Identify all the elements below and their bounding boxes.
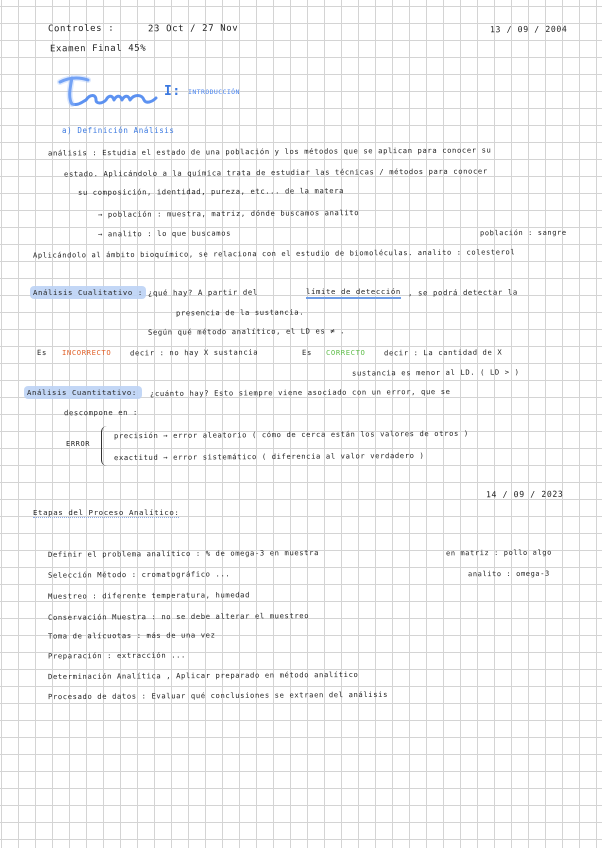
analisis-line-4: Aplicándolo al ámbito bioquímico, se relaciona con el estudio de biomoléculas. analito : colesterol [32,247,516,260]
error-brace [101,426,110,466]
cuantitativo-line-2: descompone en : [63,407,138,418]
tema-title-lettering [52,72,162,112]
etapa-side-analito: analito : omega-3 [467,569,550,579]
etapa-item: Definir el problema analítico : % de omega-3 en muestra [47,548,320,559]
analito-bullet: → analito : lo que buscamos [97,228,232,239]
limite-deteccion: límite de detección [306,287,401,299]
cualitativo-line-3: Según qué método analítico, el LD es ≠ . [147,326,346,337]
poblacion-bullet: → población : muestra, matriz, dónde buscamos analito [97,208,360,219]
cualitativo-after: , se podrá detectar la [407,287,518,298]
control-dates: 23 Oct / 27 Nov [147,23,239,35]
error-label: ERROR [66,440,91,448]
etapa-item: Preparación : extracción ... [47,650,186,661]
decir-incorrecto: decir : no hay X sustancia [129,347,259,358]
tema-number: I: [164,84,181,99]
poblacion-side-note: población : sangre [479,228,567,238]
examen-final: Examen Final 45% [49,43,147,55]
decir-correcto: decir : La cantidad de X [383,347,503,358]
controles-label: Controles : [47,23,115,35]
cualitativo-line-2: presencia de la sustancia. [175,307,305,318]
cuantitativo-question: ¿cuánto hay? Esto siempre viene asociado con un error, que se [149,386,451,399]
incorrecto-word: INCORRECTO [62,348,112,357]
precision-line: precisión → error aleatorio ( cómo de cerca están los valores de otros ) [113,428,469,441]
es-2: Es [301,347,312,358]
etapa-item: Determinación Analítica , Aplicar preparado en método analítico [47,669,359,682]
cualitativo-label: Análisis Cualitativo : [33,288,143,297]
etapa-side-matriz: en matriz : pollo algo [445,548,552,558]
etapa-item: Selección Método : cromatográfico ... [47,569,231,580]
analisis-line-1: análisis : Estudia el estado de una población y los métodos que se aplican para conocer su [47,145,492,158]
cuantitativo-label: Análisis Cuantitativo: [27,388,137,397]
etapas-heading: Etapas del Proceso Analítico: [33,508,180,517]
etapa-item: Toma de alícuotas : más de una vez [47,630,216,641]
definicion-heading: a) Definición Análisis [62,126,175,135]
analisis-line-3: su composición, identidad, pureza, etc... de la matera [77,186,345,197]
etapa-item: Conservación Muestra : no se debe alterar el muestreo [47,611,310,622]
second-date: 14 / 09 / 2023 [485,488,564,500]
etapa-item: Muestreo : diferente temperatura, humedad [47,590,251,601]
analisis-line-2: estado. Aplicándolo a la química trata de estudiar las técnicas / métodos para conocer [63,166,488,179]
cualitativo-question: ¿qué hay? A partir del [147,287,258,298]
page-date: 13 / 09 / 2004 [489,23,568,35]
exactitud-line: exactitud → error sistemático ( diferencia al valor verdadero ) [113,450,425,463]
tema-subtitle: INTRODUCCIÓN [188,88,240,96]
cualitativo-line-5: sustancia es menor al LD. ( LD > ) [351,367,520,378]
etapa-item: Procesado de datos : Evaluar qué conclusiones se extraen del análisis [47,689,389,702]
es-1: Es [36,347,47,358]
correcto-word: CORRECTO [326,348,366,357]
